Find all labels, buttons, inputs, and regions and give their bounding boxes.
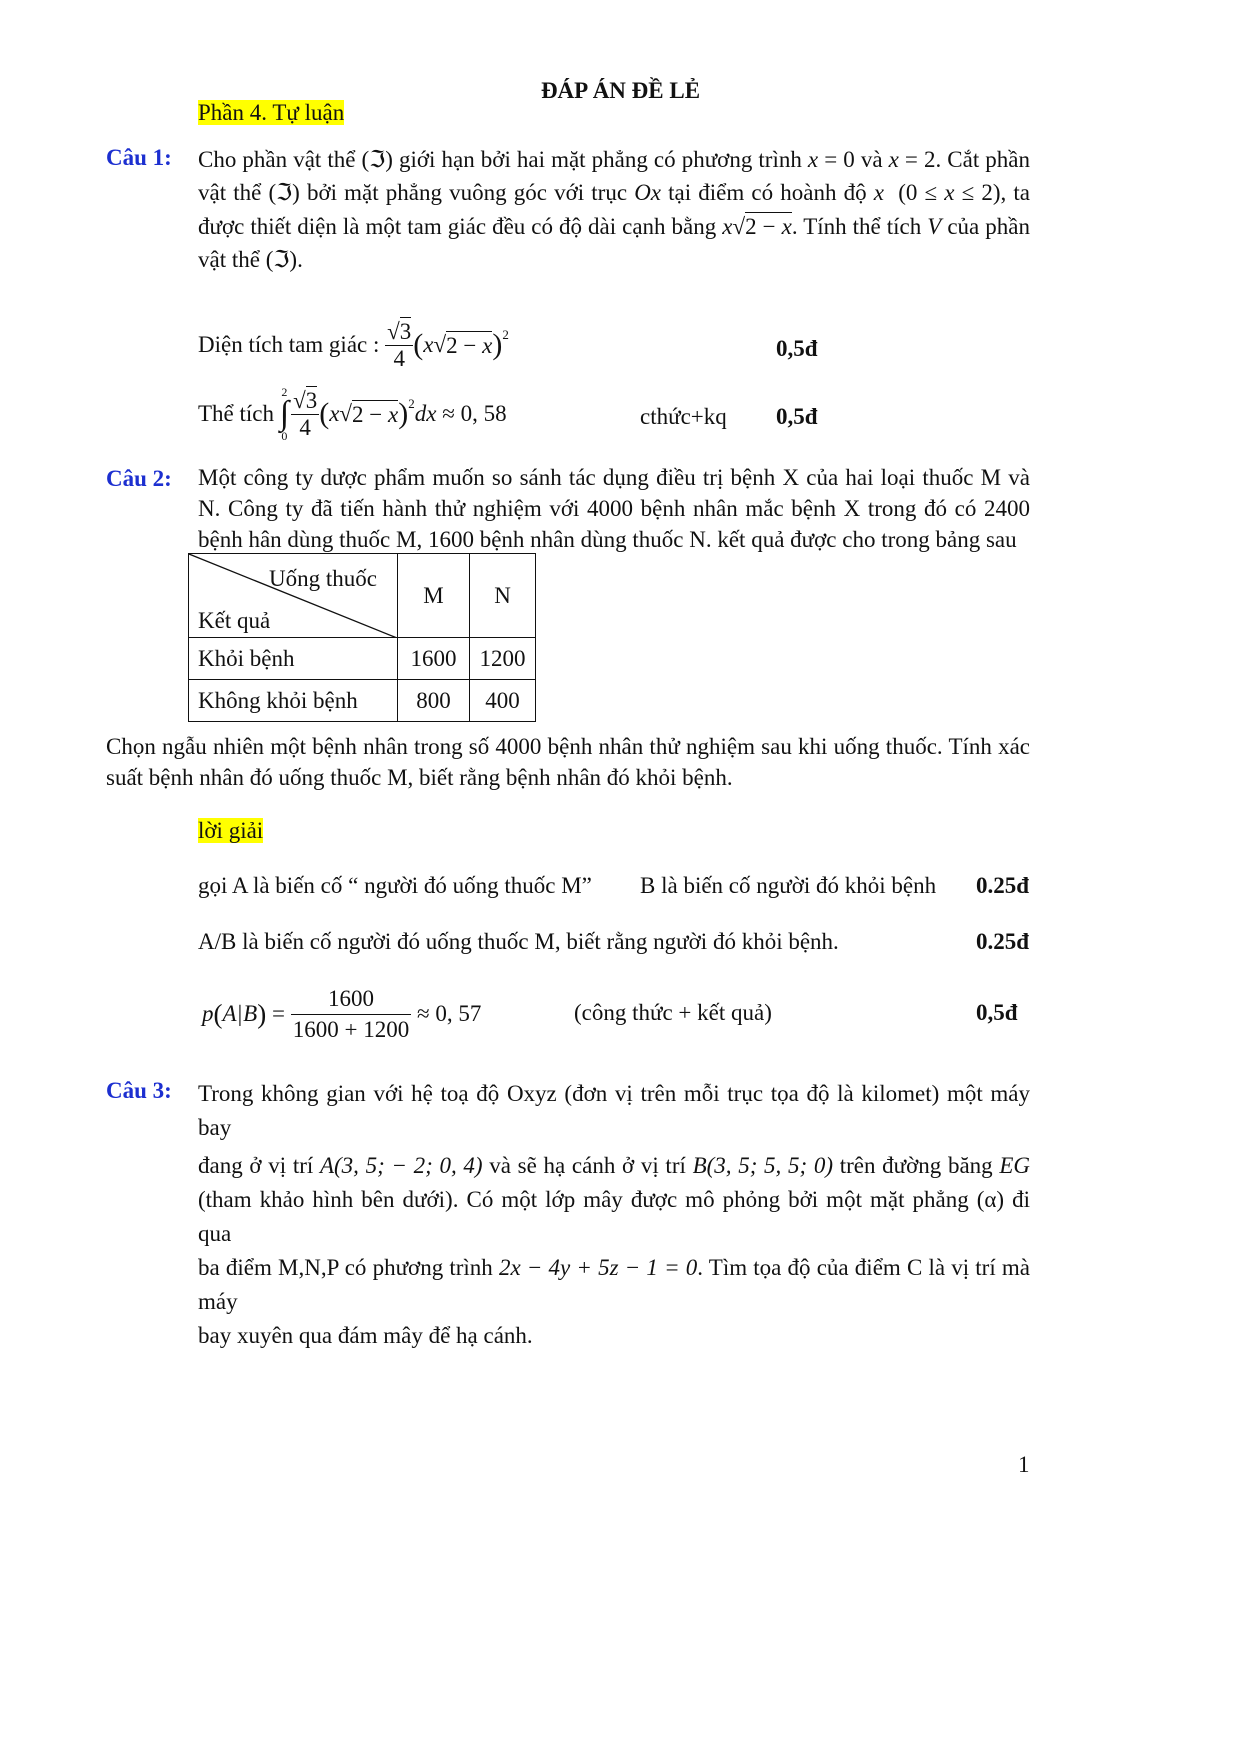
- formula-points: 0,5đ: [976, 1000, 1018, 1025]
- question-2-prompt: Chọn ngẫu nhiên một bệnh nhân trong số 4000 bệnh nhân thử nghiệm sau khi uống thuốc. Tính xác suất bệnh nhân đó uống thuốc M, biết rằng bệnh nhân đó khỏi bệnh.: [106, 734, 1030, 790]
- q3-line-5: bay xuyên qua đám mây để hạ cánh.: [198, 1323, 533, 1348]
- question-3-label: Câu 3:: [106, 1078, 172, 1103]
- volume-note: cthức+kq: [640, 404, 727, 429]
- question-1-text: [198, 143, 1030, 276]
- integral-sign: 2 ∫ 0: [279, 384, 290, 444]
- table-row: Khỏi bệnh 1600 1200: [189, 638, 536, 680]
- question-2-text: Một công ty dược phẩm muốn so sánh tác dụng điều trị bệnh X của hai loại thuốc M và N. Công ty đã tiến hành thử nghiệm với 4000 bệnh nhân mắc bệnh X trong đó có 2400 bệnh hân dùng thuốc M, 1600 bệnh nhân dùng thuốc N. kết quả được cho trong bảng sau: [198, 465, 1030, 552]
- page-title: ĐÁP ÁN ĐỀ LẺ: [540, 78, 701, 103]
- table-col-n: N: [470, 554, 536, 638]
- table-header-diagonal-cell: [189, 554, 398, 638]
- q1-line-3: được thiết diện là một tam giác đều có độ dài cạnh bằng x√2 − x. Tính thể tích V của phần: [198, 213, 1030, 239]
- volume-points: 0,5đ: [776, 404, 818, 429]
- table-header-top: Uống thuốc: [269, 566, 377, 591]
- section-heading-text: Phần 4. Tự luận: [198, 100, 345, 125]
- solution-step-1b: B là biến cố người đó khỏi bệnh: [640, 873, 937, 898]
- q1-line-1: Cho phần vật thể (ℑ) giới hạn bởi hai mặt phẳng có phương trình x = 0 và x = 2. Cắt phần: [198, 147, 1031, 172]
- area-points: 0,5đ: [776, 336, 818, 361]
- q3-line-3: (tham khảo hình bên dưới). Có một lớp mây được mô phỏng bởi một mặt phẳng (α) đi qua: [198, 1187, 1030, 1246]
- table-col-m: M: [398, 554, 470, 638]
- solution-step-1a: gọi A là biến cố “ người đó uống thuốc M”: [198, 873, 592, 898]
- page-number: 1: [1018, 1452, 1030, 1477]
- solution-heading: lời giải: [198, 818, 264, 843]
- q3-line-4: ba điểm M,N,P có phương trình 2x − 4y + 5z − 1 = 0. Tìm tọa độ của điểm C là vị trí mà máy: [198, 1255, 1030, 1314]
- probability-formula: p ( A | B ) = $\frac{1600}{1600 + 1200}$ ≈ 0, 57: [202, 985, 482, 1042]
- volume-formula: Thể tích 2 ∫ 0 $\frac{√3}{4}$ ( x √ 2 − x ) $^2$ dx ≈ 0, 58: [198, 384, 507, 444]
- solution-step-2: A/B là biến cố người đó uống thuốc M, biết rằng người đó khỏi bệnh.: [198, 929, 839, 954]
- table-header-bottom: Kết quả: [198, 608, 271, 633]
- formula-note: (công thức + kết quả): [574, 1000, 772, 1025]
- results-table: [188, 553, 536, 722]
- solution-step-2-points: 0.25đ: [976, 929, 1030, 954]
- q1-line-2: vật thể (ℑ) bởi mặt phẳng vuông góc với trục Ox tại điểm có hoành độ x (0 ≤ x ≤ 2), ta: [198, 180, 1030, 206]
- solution-step-1-points: 0.25đ: [976, 873, 1030, 898]
- q3-line-1: Trong không gian với hệ toạ độ Oxyz (đơn vị trên mỗi trục tọa độ là kilomet) một máy bay: [198, 1081, 1030, 1140]
- sqrt3-over-4: $\frac{√3}{4}$: [387, 318, 412, 371]
- question-2-label: Câu 2:: [106, 466, 172, 491]
- section-heading: [198, 100, 344, 126]
- question-3-text: [198, 1077, 1030, 1353]
- question-1-label: Câu 1:: [106, 145, 172, 170]
- area-formula: Diện tích tam giác : $\frac{√3}{4}$ ( x √ 2 − x ) $^2$: [198, 318, 509, 371]
- table-row: Không khỏi bệnh 800 400: [189, 680, 536, 722]
- q1-line-4: vật thể (ℑ).: [198, 247, 303, 273]
- q3-line-2: đang ở vị trí A(3, 5; − 2; 0, 4) và sẽ hạ cánh ở vị trí B(3, 5; 5, 5; 0) trên đường băng EG: [198, 1153, 1031, 1178]
